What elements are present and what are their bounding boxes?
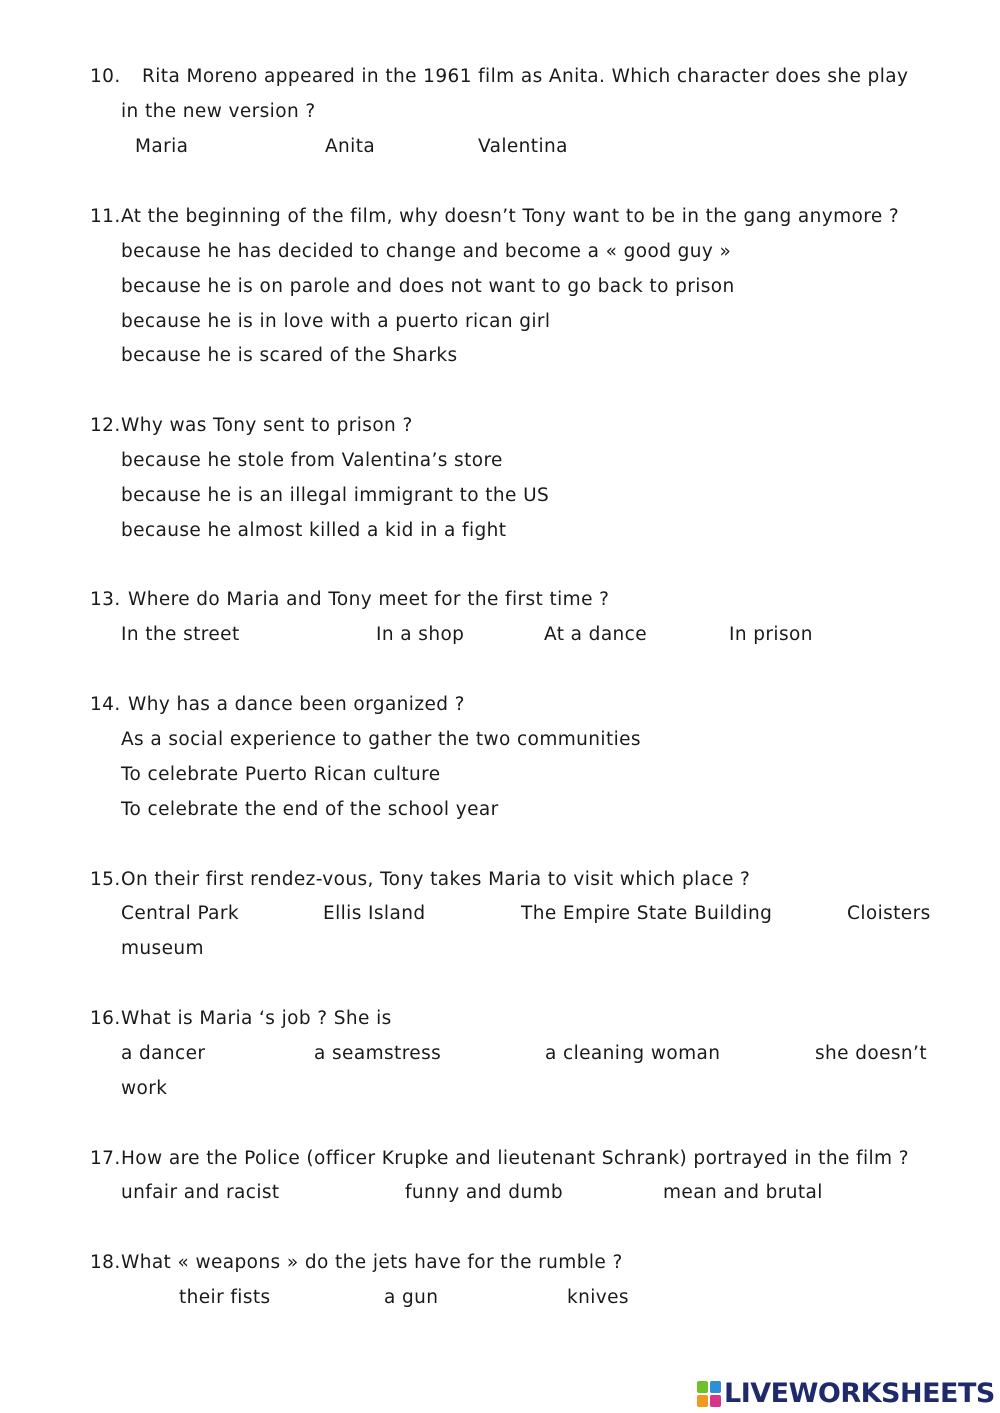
answer-option[interactable]: because he is scared of the Sharks (121, 345, 458, 366)
answer-option[interactable]: To celebrate the end of the school year (121, 799, 499, 820)
answer-option[interactable]: unfair and racist (121, 1182, 280, 1203)
question-text: What is Maria ‘s job ? She is (121, 1008, 392, 1029)
question-text: At the beginning of the film, why doesn’t Tony want to be in the gang anymore ? (121, 206, 900, 227)
answer-option[interactable]: a seamstress (314, 1043, 442, 1064)
answer-option[interactable]: because he stole from Valentina’s store (121, 450, 503, 471)
answer-option[interactable]: funny and dumb (405, 1182, 564, 1203)
answer-option[interactable]: Central Park (121, 903, 240, 924)
mark-orange-square (697, 1395, 708, 1407)
answer-option[interactable]: Cloisters (847, 903, 931, 924)
answer-option[interactable]: because he has decided to change and become a « good guy » (121, 241, 732, 262)
question-text: On their first rendez-vous, Tony takes Maria to visit which place ? (121, 869, 751, 890)
answer-option[interactable]: a dancer (121, 1043, 206, 1064)
answer-option[interactable]: knives (567, 1287, 629, 1308)
question-text: Why was Tony sent to prison ? (121, 415, 413, 436)
answer-option-continued[interactable]: museum (121, 938, 204, 959)
question-number: 14. (90, 694, 121, 715)
question-number: 18. (90, 1252, 121, 1273)
mark-green-square (697, 1381, 708, 1393)
answer-option[interactable]: In the street (121, 624, 240, 645)
question-number: 13. (90, 589, 121, 610)
question-number: 12. (90, 415, 121, 436)
answer-option-continued[interactable]: work (121, 1078, 168, 1099)
question-text: How are the Police (officer Krupke and lieutenant Schrank) portrayed in the film ? (121, 1148, 909, 1169)
answer-option[interactable]: In a shop (376, 624, 465, 645)
question-text: What « weapons » do the jets have for the rumble ? (121, 1252, 623, 1273)
answer-option[interactable]: As a social experience to gather the two communities (121, 729, 641, 750)
answer-option[interactable]: because he is an illegal immigrant to the US (121, 485, 550, 506)
liveworksheets-logo[interactable] (697, 1378, 995, 1410)
answer-option[interactable]: Anita (325, 136, 376, 157)
answer-option[interactable]: mean and brutal (663, 1182, 823, 1203)
liveworksheets-mark-icon (697, 1381, 721, 1407)
answer-option[interactable]: Valentina (478, 136, 568, 157)
question-number: 10. (90, 66, 121, 87)
question-text-continued: in the new version ? (121, 101, 316, 122)
answer-option[interactable]: In prison (729, 624, 813, 645)
answer-option[interactable]: At a dance (544, 624, 648, 645)
answer-option[interactable]: Maria (135, 136, 189, 157)
answer-option[interactable]: their fists (179, 1287, 271, 1308)
answer-option[interactable]: because he almost killed a kid in a fight (121, 520, 507, 541)
answer-option[interactable]: To celebrate Puerto Rican culture (121, 764, 441, 785)
question-text: Why has a dance been organized ? (128, 694, 465, 715)
answer-option[interactable]: a gun (384, 1287, 439, 1308)
answer-option[interactable]: because he is on parole and does not want to go back to prison (121, 276, 735, 297)
logo-wordmark: LIVEWORKSHEETS (724, 1378, 995, 1409)
answer-option[interactable]: she doesn’t (815, 1043, 927, 1064)
question-text: Rita Moreno appeared in the 1961 film as Anita. Which character does she play (142, 66, 909, 87)
answer-option[interactable]: Ellis Island (323, 903, 426, 924)
mark-pink-square (710, 1395, 721, 1407)
question-text: Where do Maria and Tony meet for the first time ? (128, 589, 610, 610)
mark-blue-square (710, 1381, 721, 1393)
question-number: 11. (90, 206, 121, 227)
answer-option[interactable]: a cleaning woman (545, 1043, 721, 1064)
answer-option[interactable]: because he is in love with a puerto rican girl (121, 311, 551, 332)
question-number: 16. (90, 1008, 121, 1029)
question-number: 15. (90, 869, 121, 890)
answer-option[interactable]: The Empire State Building (521, 903, 773, 924)
question-number: 17. (90, 1148, 121, 1169)
